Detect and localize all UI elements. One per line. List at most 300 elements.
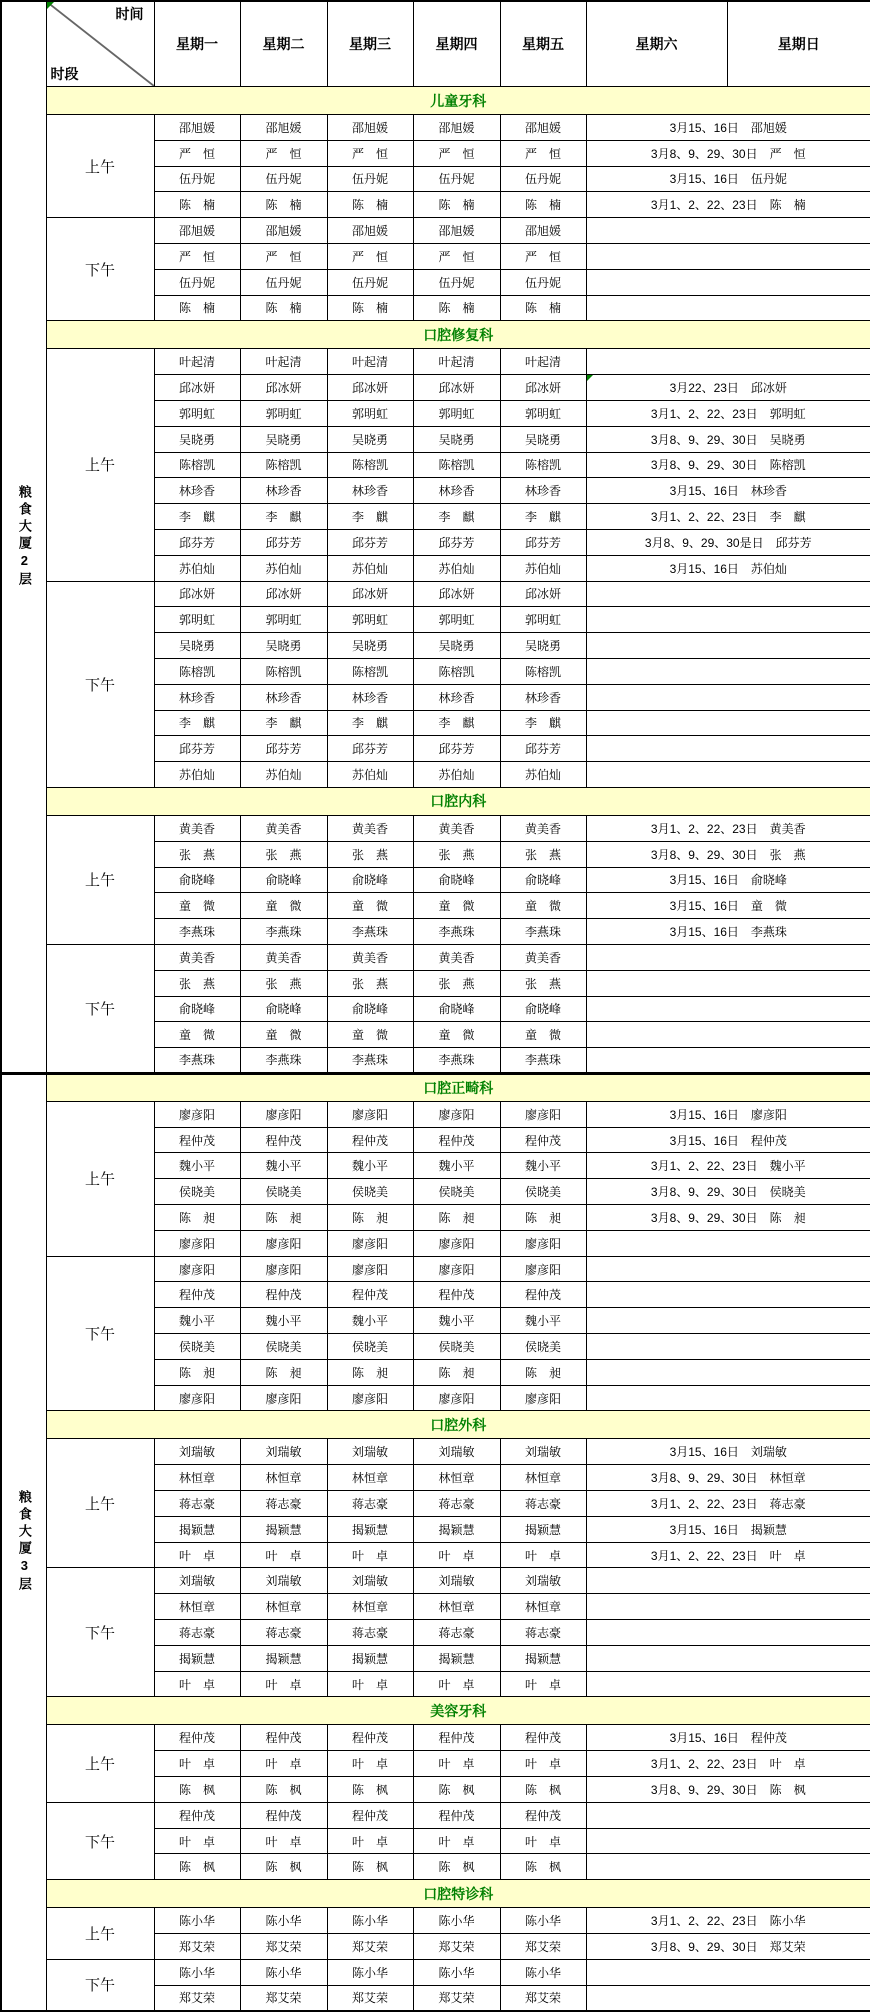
doctor-name-cell: 李 麒 [240, 710, 327, 736]
schedule-row [1, 115, 870, 141]
doctor-name-cell: 俞晓峰 [327, 996, 413, 1022]
doctor-name-cell: 郑艾荣 [327, 1985, 413, 2011]
doctor-name-cell: 蒋志豪 [240, 1491, 327, 1517]
doctor-name-cell: 陈榕凯 [327, 658, 413, 684]
weekend-note-cell [586, 710, 870, 736]
doctor-name-cell: 叶 卓 [500, 1751, 586, 1777]
doctor-name-cell: 俞晓峰 [413, 867, 500, 893]
weekend-note-cell [586, 762, 870, 788]
doctor-name-cell: 李燕珠 [327, 1048, 413, 1074]
section-title-cell: 口腔修复科 [46, 321, 870, 349]
schedule-row [1, 1725, 870, 1751]
doctor-name-cell: 伍丹妮 [327, 166, 413, 192]
doctor-name-cell: 蒋志豪 [154, 1491, 240, 1517]
weekend-note-cell: 3月1、2、22、23日 李 麒 [586, 504, 870, 530]
doctor-name-cell: 吴晓勇 [240, 633, 327, 659]
schedule-row [1, 1959, 870, 1985]
doctor-name-cell: 郭明虹 [413, 400, 500, 426]
doctor-name-cell: 程仲茂 [413, 1127, 500, 1153]
doctor-name-cell: 严 恒 [500, 140, 586, 166]
doctor-name-cell: 叶 卓 [413, 1751, 500, 1777]
doctor-name-cell: 严 恒 [413, 243, 500, 269]
doctor-name-cell: 揭颖慧 [240, 1645, 327, 1671]
doctor-name-cell: 严 恒 [413, 140, 500, 166]
doctor-name-cell: 邱冰妍 [327, 375, 413, 401]
period-cell-afternoon: 下午 [46, 1959, 154, 2011]
doctor-name-cell: 廖彦阳 [500, 1256, 586, 1282]
doctor-name-cell: 邱芬芳 [327, 736, 413, 762]
doctor-name-cell: 黄美香 [413, 815, 500, 841]
doctor-name-cell: 严 恒 [240, 243, 327, 269]
doctor-name-cell: 张 燕 [413, 970, 500, 996]
doctor-name-cell: 李燕珠 [500, 1048, 586, 1074]
doctor-name-cell: 叶 卓 [327, 1751, 413, 1777]
doctor-name-cell: 邵旭媛 [154, 115, 240, 141]
day-header-sunday: 星期日 [727, 1, 870, 87]
doctor-name-cell: 李燕珠 [413, 919, 500, 945]
doctor-name-cell: 林珍香 [154, 684, 240, 710]
period-cell-afternoon: 下午 [46, 1568, 154, 1697]
doctor-name-cell: 陈 楠 [240, 192, 327, 218]
doctor-name-cell: 程仲茂 [240, 1725, 327, 1751]
doctor-name-cell: 林珍香 [240, 684, 327, 710]
section-title-cell: 口腔特诊科 [46, 1880, 870, 1908]
doctor-name-cell: 林珍香 [500, 684, 586, 710]
weekend-note-cell [586, 996, 870, 1022]
doctor-name-cell: 陈榕凯 [500, 658, 586, 684]
doctor-name-cell: 陈小华 [413, 1908, 500, 1934]
weekend-note-cell: 3月15、16日 邵旭媛 [586, 115, 870, 141]
doctor-name-cell: 张 燕 [500, 970, 586, 996]
doctor-name-cell: 郭明虹 [154, 607, 240, 633]
doctor-name-cell: 陈 枫 [413, 1777, 500, 1803]
doctor-name-cell: 张 燕 [240, 970, 327, 996]
doctor-name-cell: 程仲茂 [327, 1127, 413, 1153]
doctor-name-cell: 叶 卓 [240, 1828, 327, 1854]
weekend-note-cell: 3月15、16日 李燕珠 [586, 919, 870, 945]
weekend-note-cell [586, 1359, 870, 1385]
doctor-name-cell: 苏伯灿 [327, 555, 413, 581]
doctor-name-cell: 李燕珠 [500, 919, 586, 945]
doctor-name-cell: 陈 枫 [154, 1854, 240, 1880]
weekend-note-cell [586, 1959, 870, 1985]
doctor-name-cell: 邱芬芳 [413, 529, 500, 555]
doctor-name-cell: 蒋志豪 [413, 1491, 500, 1517]
doctor-name-cell: 陈 枫 [413, 1854, 500, 1880]
doctor-name-cell: 邱芬芳 [240, 529, 327, 555]
weekend-note-cell: 3月1、2、22、23日 叶 卓 [586, 1751, 870, 1777]
weekend-note-cell: 3月8、9、29、30日 严 恒 [586, 140, 870, 166]
schedule-row [1, 1101, 870, 1127]
weekend-note-cell: 3月15、16日 程仲茂 [586, 1725, 870, 1751]
doctor-name-cell: 陈 楠 [154, 295, 240, 321]
doctor-name-cell: 黄美香 [327, 815, 413, 841]
doctor-name-cell: 李 麒 [500, 710, 586, 736]
doctor-name-cell: 黄美香 [240, 815, 327, 841]
weekend-note-cell: 3月1、2、22、23日 陈小华 [586, 1908, 870, 1934]
doctor-name-cell: 刘瑞敏 [500, 1568, 586, 1594]
doctor-name-cell: 李燕珠 [240, 1048, 327, 1074]
schedule-row [1, 1568, 870, 1594]
doctor-name-cell: 魏小平 [500, 1308, 586, 1334]
doctor-name-cell: 陈小华 [154, 1908, 240, 1934]
doctor-name-cell: 魏小平 [240, 1153, 327, 1179]
weekend-note-cell: 3月15、16日 廖彦阳 [586, 1101, 870, 1127]
doctor-name-cell: 严 恒 [327, 140, 413, 166]
doctor-name-cell: 李燕珠 [413, 1048, 500, 1074]
doctor-name-cell: 廖彦阳 [240, 1101, 327, 1127]
doctor-name-cell: 林珍香 [327, 684, 413, 710]
doctor-name-cell: 张 燕 [500, 841, 586, 867]
corner-label-time: 时间 [115, 6, 144, 22]
doctor-name-cell: 邱芬芳 [500, 529, 586, 555]
period-cell-morning: 上午 [46, 1725, 154, 1802]
doctor-name-cell: 林珍香 [327, 478, 413, 504]
doctor-name-cell: 陈榕凯 [240, 658, 327, 684]
doctor-name-cell: 邱冰妍 [500, 375, 586, 401]
doctor-name-cell: 廖彦阳 [240, 1385, 327, 1411]
doctor-name-cell: 吴晓勇 [413, 426, 500, 452]
section-header-row [1, 87, 870, 115]
doctor-name-cell: 叶 卓 [327, 1671, 413, 1697]
doctor-name-cell: 黄美香 [413, 944, 500, 970]
doctor-name-cell: 廖彦阳 [154, 1101, 240, 1127]
doctor-name-cell: 邱芬芳 [154, 529, 240, 555]
doctor-name-cell: 揭颖慧 [413, 1645, 500, 1671]
section-title-cell: 口腔正畸科 [46, 1073, 870, 1101]
doctor-name-cell: 侯晓美 [240, 1179, 327, 1205]
doctor-name-cell: 郑艾荣 [327, 1934, 413, 1960]
doctor-name-cell: 伍丹妮 [154, 166, 240, 192]
doctor-name-cell: 林恒章 [413, 1594, 500, 1620]
doctor-name-cell: 廖彦阳 [413, 1101, 500, 1127]
doctor-name-cell: 廖彦阳 [154, 1256, 240, 1282]
doctor-name-cell: 侯晓美 [500, 1334, 586, 1360]
doctor-name-cell: 林恒章 [413, 1465, 500, 1491]
doctor-name-cell: 廖彦阳 [240, 1230, 327, 1256]
doctor-name-cell: 邱冰妍 [154, 375, 240, 401]
doctor-name-cell: 刘瑞敏 [413, 1439, 500, 1465]
doctor-name-cell: 张 燕 [154, 841, 240, 867]
weekend-note-cell [586, 1022, 870, 1048]
doctor-name-cell: 林珍香 [240, 478, 327, 504]
doctor-name-cell: 魏小平 [413, 1153, 500, 1179]
doctor-name-cell: 陈小华 [154, 1959, 240, 1985]
doctor-name-cell: 邱芬芳 [500, 736, 586, 762]
weekend-note-cell [586, 970, 870, 996]
doctor-name-cell: 吴晓勇 [154, 426, 240, 452]
doctor-name-cell: 廖彦阳 [500, 1385, 586, 1411]
weekend-note-cell: 3月8、9、29、30日 郑艾荣 [586, 1934, 870, 1960]
doctor-name-cell: 揭颖慧 [327, 1645, 413, 1671]
doctor-name-cell: 刘瑞敏 [413, 1568, 500, 1594]
doctor-name-cell: 陈小华 [327, 1908, 413, 1934]
doctor-name-cell: 郑艾荣 [154, 1934, 240, 1960]
doctor-name-cell: 俞晓峰 [154, 867, 240, 893]
doctor-name-cell: 林恒章 [240, 1594, 327, 1620]
doctor-name-cell: 林恒章 [154, 1594, 240, 1620]
doctor-name-cell: 邱冰妍 [154, 581, 240, 607]
doctor-name-cell: 邵旭媛 [413, 115, 500, 141]
building-label-floor3-cell [1, 1073, 46, 2011]
weekend-note-cell [586, 1828, 870, 1854]
weekend-note-cell: 3月1、2、22、23日 蒋志豪 [586, 1491, 870, 1517]
doctor-name-cell: 林恒章 [240, 1465, 327, 1491]
doctor-name-cell: 林恒章 [500, 1465, 586, 1491]
doctor-name-cell: 严 恒 [327, 243, 413, 269]
doctor-name-cell: 郑艾荣 [240, 1985, 327, 2011]
doctor-name-cell: 伍丹妮 [500, 166, 586, 192]
doctor-name-cell: 邵旭媛 [327, 115, 413, 141]
section-header-row [1, 321, 870, 349]
doctor-name-cell: 陈小华 [413, 1959, 500, 1985]
doctor-name-cell: 陈 楠 [500, 295, 586, 321]
doctor-name-cell: 郭明虹 [327, 400, 413, 426]
doctor-name-cell: 程仲茂 [154, 1802, 240, 1828]
doctor-name-cell: 严 恒 [154, 243, 240, 269]
doctor-name-cell: 吴晓勇 [413, 633, 500, 659]
doctor-name-cell: 陈榕凯 [154, 658, 240, 684]
building-label-floor2: 粮食大厦2层 [16, 484, 32, 589]
doctor-name-cell: 吴晓勇 [500, 426, 586, 452]
period-cell-afternoon: 下午 [46, 218, 154, 321]
doctor-name-cell: 叶 卓 [240, 1671, 327, 1697]
doctor-name-cell: 童 微 [500, 893, 586, 919]
doctor-name-cell: 侯晓美 [154, 1179, 240, 1205]
doctor-name-cell: 程仲茂 [327, 1802, 413, 1828]
doctor-name-cell: 陈 昶 [413, 1359, 500, 1385]
doctor-name-cell: 蒋志豪 [500, 1620, 586, 1646]
doctor-name-cell: 郑艾荣 [413, 1985, 500, 2011]
doctor-name-cell: 林珍香 [154, 478, 240, 504]
weekend-note-cell: 3月15、16日 伍丹妮 [586, 166, 870, 192]
schedule-row [1, 581, 870, 607]
section-header-row [1, 1411, 870, 1439]
weekend-note-cell: 3月15、16日 苏伯灿 [586, 555, 870, 581]
weekend-note-cell [586, 295, 870, 321]
doctor-name-cell: 叶 卓 [154, 1671, 240, 1697]
doctor-name-cell: 魏小平 [327, 1153, 413, 1179]
schedule-row [1, 944, 870, 970]
period-cell-afternoon: 下午 [46, 1802, 154, 1879]
doctor-name-cell: 伍丹妮 [240, 166, 327, 192]
doctor-name-cell: 童 微 [500, 1022, 586, 1048]
doctor-name-cell: 林珍香 [413, 478, 500, 504]
header-row [1, 1, 870, 87]
schedule-row [1, 349, 870, 375]
doctor-name-cell: 李 麒 [240, 504, 327, 530]
doctor-name-cell: 李 麒 [413, 710, 500, 736]
doctor-name-cell: 邵旭媛 [327, 218, 413, 244]
doctor-name-cell: 廖彦阳 [413, 1230, 500, 1256]
doctor-name-cell: 邵旭媛 [154, 218, 240, 244]
doctor-name-cell: 廖彦阳 [413, 1256, 500, 1282]
doctor-name-cell: 李 麒 [154, 504, 240, 530]
doctor-name-cell: 郑艾荣 [500, 1934, 586, 1960]
doctor-name-cell: 陈 枫 [240, 1777, 327, 1803]
doctor-name-cell: 林恒章 [327, 1465, 413, 1491]
doctor-name-cell: 郭明虹 [240, 607, 327, 633]
doctor-name-cell: 魏小平 [413, 1308, 500, 1334]
weekend-note-cell: 3月1、2、22、23日 陈 楠 [586, 192, 870, 218]
doctor-name-cell: 叶 卓 [327, 1828, 413, 1854]
doctor-name-cell: 张 燕 [327, 970, 413, 996]
doctor-name-cell: 童 微 [154, 1022, 240, 1048]
weekend-note-cell: 3月8、9、29、30日 侯晓美 [586, 1179, 870, 1205]
doctor-name-cell: 蒋志豪 [240, 1620, 327, 1646]
doctor-name-cell: 叶 卓 [154, 1542, 240, 1568]
schedule-row [1, 1908, 870, 1934]
doctor-name-cell: 陈 枫 [327, 1854, 413, 1880]
doctor-name-cell: 陈 楠 [413, 295, 500, 321]
doctor-name-cell: 廖彦阳 [240, 1256, 327, 1282]
weekend-note-cell [586, 581, 870, 607]
weekend-note-cell [586, 1985, 870, 2011]
doctor-name-cell: 邱冰妍 [413, 375, 500, 401]
doctor-name-cell: 张 燕 [154, 970, 240, 996]
doctor-name-cell: 黄美香 [327, 944, 413, 970]
weekend-note-cell [586, 1282, 870, 1308]
doctor-name-cell: 陈榕凯 [327, 452, 413, 478]
doctor-name-cell: 刘瑞敏 [240, 1439, 327, 1465]
weekend-note-cell [586, 1230, 870, 1256]
section-title-cell: 口腔外科 [46, 1411, 870, 1439]
doctor-name-cell: 张 燕 [240, 841, 327, 867]
period-cell-morning: 上午 [46, 115, 154, 218]
weekend-note-cell: 3月1、2、22、23日 魏小平 [586, 1153, 870, 1179]
doctor-name-cell: 俞晓峰 [500, 996, 586, 1022]
weekend-note-cell [586, 243, 870, 269]
doctor-name-cell: 邱冰妍 [500, 581, 586, 607]
doctor-name-cell: 李 麒 [413, 504, 500, 530]
doctor-name-cell: 陈小华 [500, 1908, 586, 1934]
doctor-name-cell: 陈榕凯 [500, 452, 586, 478]
schedule-row [1, 218, 870, 244]
doctor-name-cell: 童 微 [154, 893, 240, 919]
doctor-name-cell: 刘瑞敏 [500, 1439, 586, 1465]
doctor-name-cell: 侯晓美 [327, 1179, 413, 1205]
doctor-name-cell: 伍丹妮 [413, 269, 500, 295]
weekend-note-cell [586, 1385, 870, 1411]
corner-cell [46, 1, 154, 87]
doctor-name-cell: 蒋志豪 [327, 1620, 413, 1646]
doctor-name-cell: 陈 昶 [154, 1205, 240, 1231]
weekend-note-cell: 3月8、9、29、30日 陈 枫 [586, 1777, 870, 1803]
doctor-name-cell: 陈榕凯 [240, 452, 327, 478]
weekend-note-cell [586, 349, 870, 375]
doctor-name-cell: 吴晓勇 [327, 633, 413, 659]
schedule-row [1, 1802, 870, 1828]
doctor-name-cell: 叶 卓 [500, 1542, 586, 1568]
weekend-note-cell: 3月8、9、29、30日 陈榕凯 [586, 452, 870, 478]
doctor-name-cell: 俞晓峰 [500, 867, 586, 893]
doctor-name-cell: 揭颖慧 [413, 1516, 500, 1542]
doctor-name-cell: 叶起清 [240, 349, 327, 375]
doctor-name-cell: 苏伯灿 [154, 762, 240, 788]
weekend-note-cell [586, 1256, 870, 1282]
weekend-note-cell [586, 1802, 870, 1828]
doctor-name-cell: 李燕珠 [240, 919, 327, 945]
weekend-note-cell [586, 658, 870, 684]
doctor-name-cell: 揭颖慧 [500, 1645, 586, 1671]
doctor-name-cell: 苏伯灿 [154, 555, 240, 581]
building-label-floor3: 粮食大厦3层 [16, 1490, 32, 1595]
doctor-name-cell: 程仲茂 [154, 1282, 240, 1308]
section-header-row [1, 1880, 870, 1908]
doctor-name-cell: 叶起清 [154, 349, 240, 375]
schedule-row [1, 1256, 870, 1282]
doctor-name-cell: 郭明虹 [240, 400, 327, 426]
period-cell-afternoon: 下午 [46, 581, 154, 787]
doctor-name-cell: 魏小平 [240, 1308, 327, 1334]
weekend-note-cell [586, 1671, 870, 1697]
doctor-name-cell: 伍丹妮 [327, 269, 413, 295]
doctor-name-cell: 苏伯灿 [413, 762, 500, 788]
doctor-name-cell: 叶 卓 [240, 1751, 327, 1777]
doctor-name-cell: 刘瑞敏 [327, 1568, 413, 1594]
doctor-name-cell: 侯晓美 [413, 1179, 500, 1205]
doctor-name-cell: 郑艾荣 [240, 1934, 327, 1960]
doctor-name-cell: 邱芬芳 [413, 736, 500, 762]
weekend-note-cell: 3月1、2、22、23日 郭明虹 [586, 400, 870, 426]
doctor-name-cell: 邵旭媛 [413, 218, 500, 244]
doctor-name-cell: 邵旭媛 [240, 218, 327, 244]
period-cell-morning: 上午 [46, 1439, 154, 1568]
doctor-name-cell: 吴晓勇 [500, 633, 586, 659]
doctor-name-cell: 廖彦阳 [327, 1385, 413, 1411]
section-header-row [1, 1697, 870, 1725]
doctor-name-cell: 陈 楠 [327, 192, 413, 218]
doctor-name-cell: 邱冰妍 [413, 581, 500, 607]
doctor-name-cell: 伍丹妮 [240, 269, 327, 295]
doctor-name-cell: 苏伯灿 [240, 555, 327, 581]
doctor-name-cell: 陈小华 [240, 1959, 327, 1985]
doctor-name-cell: 郭明虹 [500, 607, 586, 633]
doctor-name-cell: 廖彦阳 [154, 1230, 240, 1256]
section-title-cell: 口腔内科 [46, 787, 870, 815]
period-cell-morning: 上午 [46, 349, 154, 581]
doctor-name-cell: 黄美香 [500, 944, 586, 970]
doctor-name-cell: 程仲茂 [500, 1282, 586, 1308]
doctor-name-cell: 揭颖慧 [327, 1516, 413, 1542]
day-header-saturday: 星期六 [586, 1, 727, 87]
doctor-name-cell: 邱冰妍 [327, 581, 413, 607]
doctor-name-cell: 叶 卓 [240, 1542, 327, 1568]
doctor-name-cell: 程仲茂 [154, 1725, 240, 1751]
doctor-name-cell: 童 微 [413, 893, 500, 919]
doctor-name-cell: 郑艾荣 [154, 1985, 240, 2011]
doctor-name-cell: 陈 楠 [413, 192, 500, 218]
section-title-cell: 美容牙科 [46, 1697, 870, 1725]
weekend-note-cell: 3月15、16日 程仲茂 [586, 1127, 870, 1153]
doctor-name-cell: 魏小平 [154, 1153, 240, 1179]
doctor-name-cell: 刘瑞敏 [154, 1439, 240, 1465]
doctor-name-cell: 伍丹妮 [500, 269, 586, 295]
doctor-name-cell: 陈 昶 [240, 1359, 327, 1385]
doctor-name-cell: 程仲茂 [413, 1282, 500, 1308]
doctor-name-cell: 吴晓勇 [327, 426, 413, 452]
doctor-name-cell: 苏伯灿 [240, 762, 327, 788]
doctor-name-cell: 程仲茂 [240, 1282, 327, 1308]
doctor-name-cell: 张 燕 [413, 841, 500, 867]
weekend-note-cell: 3月8、9、29、30日 张 燕 [586, 841, 870, 867]
weekend-note-cell [586, 269, 870, 295]
doctor-name-cell: 陈榕凯 [413, 658, 500, 684]
doctor-name-cell: 侯晓美 [500, 1179, 586, 1205]
doctor-name-cell: 陈 昶 [240, 1205, 327, 1231]
weekend-note-cell: 3月15、16日 童 微 [586, 893, 870, 919]
doctor-name-cell: 程仲茂 [327, 1282, 413, 1308]
